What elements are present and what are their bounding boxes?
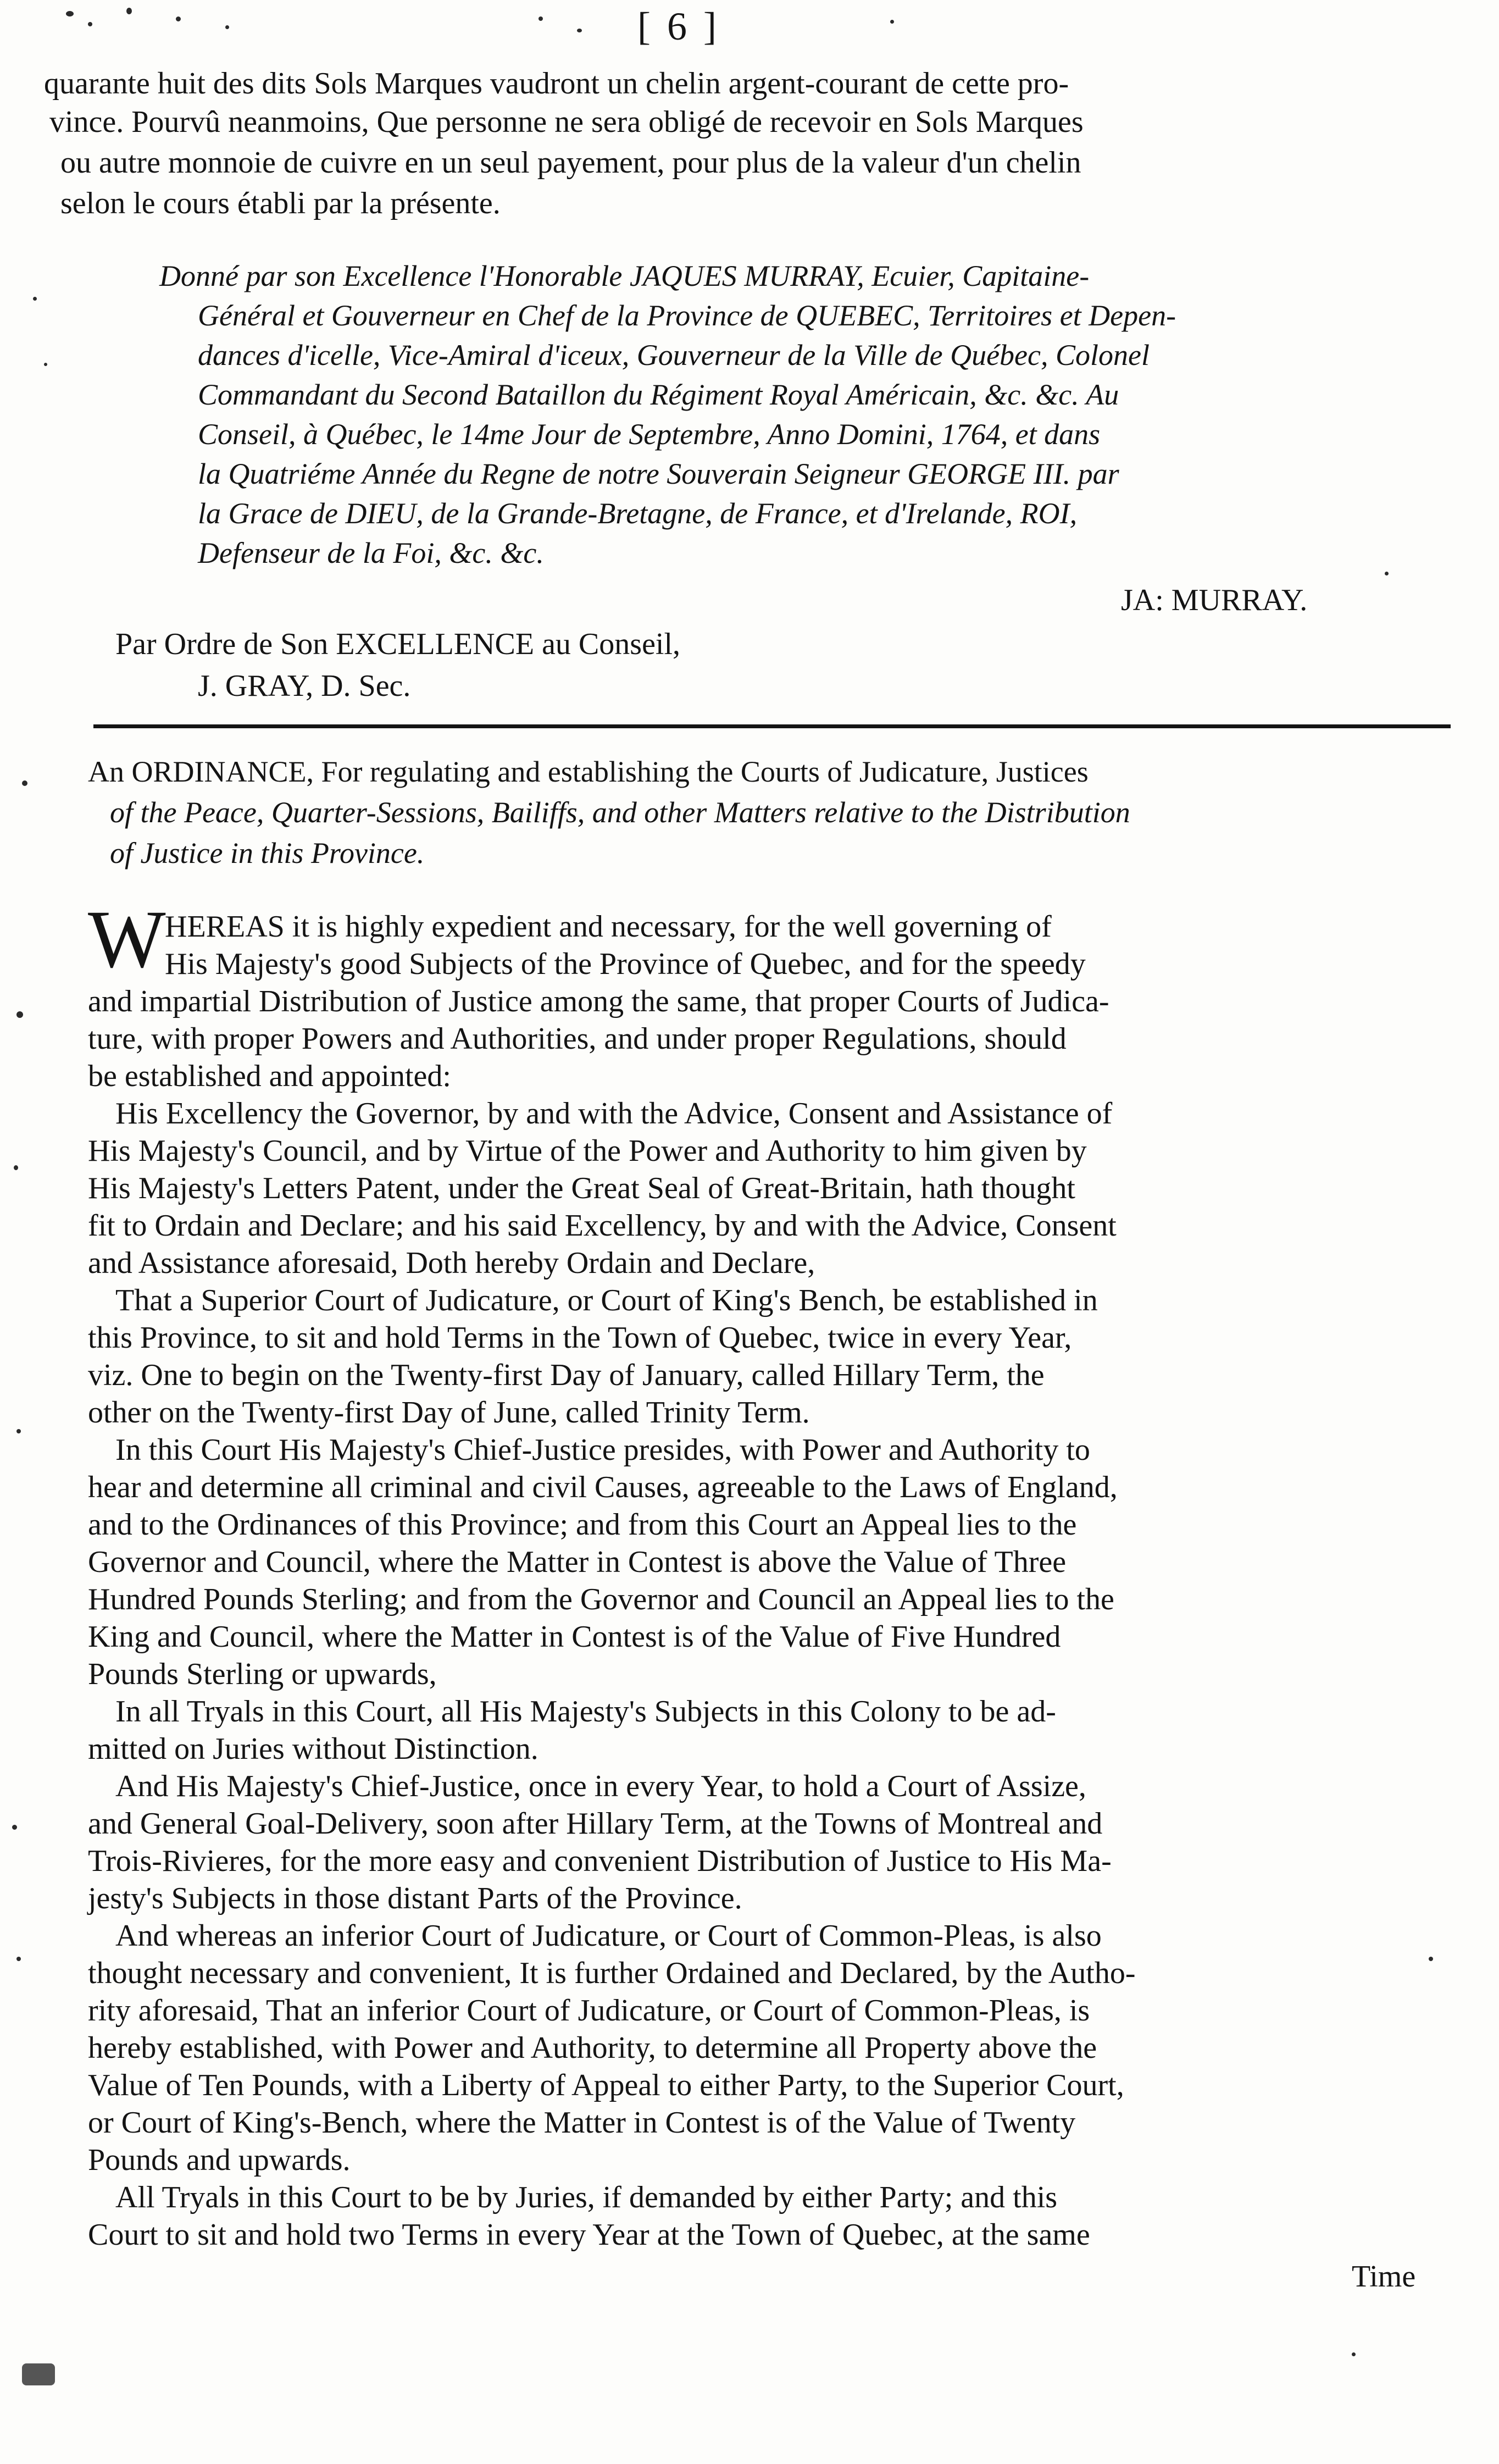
text-line: In this Court His Majesty's Chief-Justice presides, with Power and Authority to <box>115 1433 1090 1467</box>
text-line: la Grace de DIEU, de la Grande-Bretagne, de France, et d'Irelande, ROI, <box>198 497 1078 530</box>
text-line: Hundred Pounds Sterling; and from the Governor and Council an Appeal lies to the <box>88 1582 1114 1616</box>
text-line: mitted on Juries without Distinction. <box>88 1732 538 1766</box>
page-number: [ 6 ] <box>637 4 720 48</box>
text-line: Conseil, à Québec, le 14me Jour de Septembre, Anno Domini, 1764, et dans <box>198 418 1101 451</box>
text-line: Pounds and upwards. <box>88 2143 351 2177</box>
text-line: His Excellency the Governor, by and with the Advice, Consent and Assistance of <box>115 1097 1113 1131</box>
text-line: His Majesty's Letters Patent, under the Great Seal of Great-Britain, hath thought <box>88 1171 1075 1205</box>
text-line: hear and determine all criminal and civil Causes, agreeable to the Laws of England, <box>88 1470 1118 1504</box>
text-line: HEREAS it is highly expedient and necessary, for the well governing of <box>165 910 1052 944</box>
text-line: Donné par son Excellence l'Honorable JAQUES MURRAY, Ecuier, Capitaine- <box>159 259 1090 292</box>
text-line: That a Superior Court of Judicature, or Court of King's Bench, be established in <box>115 1283 1098 1317</box>
text-line: and Assistance aforesaid, Doth hereby Ordain and Declare, <box>88 1246 815 1280</box>
text-line: thought necessary and convenient, It is further Ordained and Declared, by the Autho- <box>88 1956 1136 1990</box>
text-line: King and Council, where the Matter in Contest is of the Value of Five Hundred <box>88 1620 1061 1654</box>
order-line: Par Ordre de Son EXCELLENCE au Conseil, <box>115 627 681 661</box>
catchword: Time <box>1352 2260 1416 2294</box>
text-line: ou autre monnoie de cuivre en un seul payement, pour plus de la valeur d'un chelin <box>60 146 1081 180</box>
text-line: fit to Ordain and Declare; and his said Excellency, by and with the Advice, Consent <box>88 1209 1117 1243</box>
title-line: An ORDINANCE, For regulating and establishing the Courts of Judicature, Justices <box>88 755 1089 788</box>
text-line: jesty's Subjects in those distant Parts of the Province. <box>88 1881 742 1915</box>
text-line: And His Majesty's Chief-Justice, once in every Year, to hold a Court of Assize, <box>115 1769 1086 1803</box>
text-line: Court to sit and hold two Terms in every Year at the Town of Quebec, at the same <box>88 2218 1090 2252</box>
text-line: ture, with proper Powers and Authorities, and under proper Regulations, should <box>88 1022 1067 1056</box>
section-divider <box>93 724 1451 728</box>
text-line: And whereas an inferior Court of Judicature, or Court of Common-Pleas, is also <box>115 1919 1102 1953</box>
text-line: and impartial Distribution of Justice among the same, that proper Courts of Judica- <box>88 984 1109 1018</box>
signature: JA: MURRAY. <box>1121 583 1308 617</box>
title-line: of Justice in this Province. <box>110 837 425 870</box>
text-line: All Tryals in this Court to be by Juries, if demanded by either Party; and this <box>115 2180 1058 2214</box>
text-line: la Quatriéme Année du Regne de notre Souverain Seigneur GEORGE III. par <box>198 457 1119 490</box>
secretary-line: J. GRAY, D. Sec. <box>198 669 411 703</box>
text-line: rity aforesaid, That an inferior Court of Judicature, or Court of Common-Pleas, is <box>88 1994 1090 2028</box>
text-line: selon le cours établi par la présente. <box>60 186 501 220</box>
text-line: other on the Twenty-first Day of June, called Trinity Term. <box>88 1396 810 1430</box>
text-line: Governor and Council, where the Matter in Contest is above the Value of Three <box>88 1545 1067 1579</box>
text-line: hereby established, with Power and Authority, to determine all Property above the <box>88 2031 1097 2065</box>
title-line: of the Peace, Quarter-Sessions, Bailiffs, and other Matters relative to the Distribution <box>110 796 1130 829</box>
text-line: In all Tryals in this Court, all His Majesty's Subjects in this Colony to be ad- <box>115 1695 1056 1729</box>
text-line: His Majesty's Council, and by Virtue of the Power and Authority to him given by <box>88 1134 1087 1168</box>
text-line: and General Goal-Delivery, soon after Hillary Term, at the Towns of Montreal and <box>88 1807 1103 1841</box>
text-line: be established and appointed: <box>88 1059 451 1093</box>
text-line: or Court of King's-Bench, where the Matter in Contest is of the Value of Twenty <box>88 2106 1076 2140</box>
text-line: His Majesty's good Subjects of the Province of Quebec, and for the speedy <box>165 947 1086 981</box>
text-line: Trois-Rivieres, for the more easy and convenient Distribution of Justice to His Ma- <box>88 1844 1112 1878</box>
drop-cap: W <box>88 894 166 985</box>
text-line: vince. Pourvû neanmoins, Que personne ne sera obligé de recevoir en Sols Marques <box>49 105 1084 139</box>
text-line: dances d'icelle, Vice-Amiral d'iceux, Gouverneur de la Ville de Québec, Colonel <box>198 339 1150 372</box>
text-line: Pounds Sterling or upwards, <box>88 1657 437 1691</box>
text-line: quarante huit des dits Sols Marques vaudront un chelin argent-courant de cette pro- <box>44 67 1069 101</box>
text-line: Général et Gouverneur en Chef de la Province de QUEBEC, Territoires et Depen- <box>198 299 1176 332</box>
text-line: Commandant du Second Bataillon du Régiment Royal Américain, &c. &c. Au <box>198 378 1119 411</box>
text-line: viz. One to begin on the Twenty-first Day of January, called Hillary Term, the <box>88 1358 1045 1392</box>
text-line: this Province, to sit and hold Terms in the Town of Quebec, twice in every Year, <box>88 1321 1072 1355</box>
text-line: and to the Ordinances of this Province; and from this Court an Appeal lies to the <box>88 1508 1077 1542</box>
text-line: Defenseur de la Foi, &c. &c. <box>198 536 544 569</box>
text-line: Value of Ten Pounds, with a Liberty of Appeal to either Party, to the Superior Court, <box>88 2068 1124 2102</box>
